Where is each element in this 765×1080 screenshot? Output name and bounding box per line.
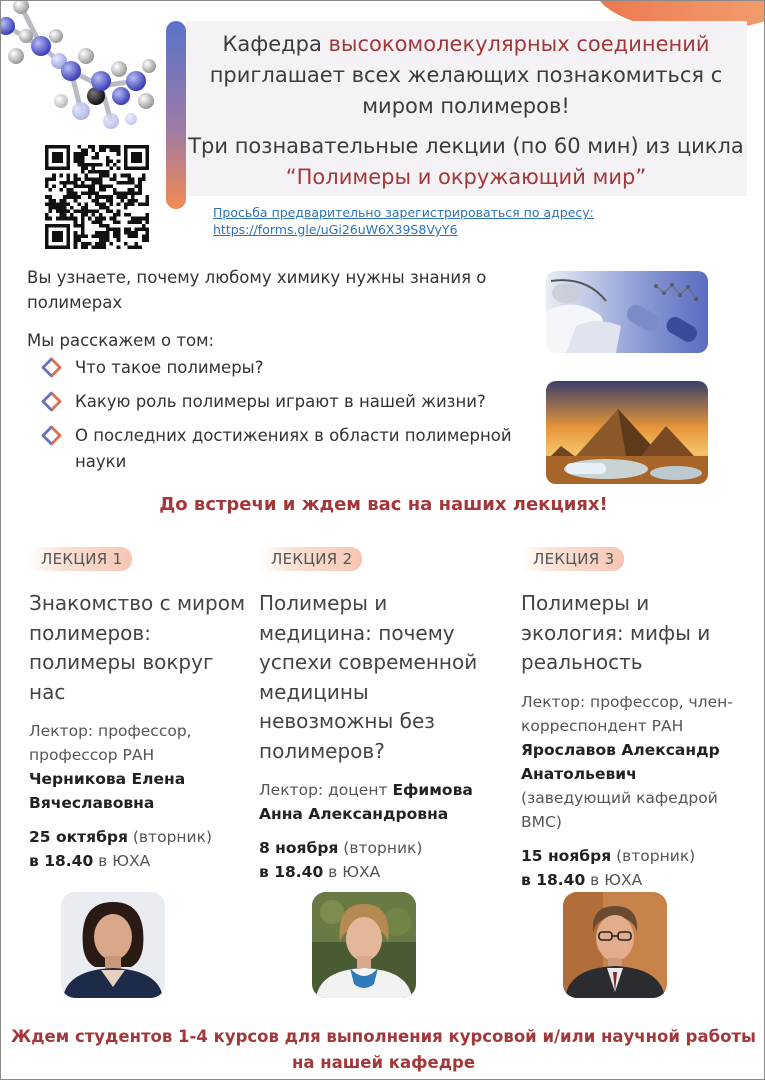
department-name: высокомолекулярных соединений (328, 32, 710, 56)
diamond-bullet-icon (41, 357, 62, 378)
header-subtitle: Три познавательные лекции (по 60 мин) из цикла “Полимеры и окружающий мир” (188, 134, 744, 189)
topics-list (39, 355, 529, 483)
header-title: Кафедра высокомолекулярных соединений приглашает всех желающих познакомиться с миром полимеров! (209, 32, 723, 118)
lecture-card-2 (259, 547, 484, 884)
footer-invitation: Ждем студентов 1-4 курсов для выполнения курсовой и/или научной работы на нашей кафедре (11, 1027, 756, 1072)
lecture-card-3 (521, 547, 749, 892)
see-you-heading: До встречи и ждем вас на наших лекциях! (159, 494, 608, 515)
list-item: Какую роль полимеры играют в нашей жизни? (39, 389, 529, 415)
lecture-title: Знакомство с миром полимеров: полимеры вокруг нас (29, 591, 246, 704)
lecturer-1-portrait (61, 892, 165, 998)
tell-heading: Мы расскажем о том: (27, 331, 215, 350)
lecturer-name: Черникова Елена Вячеславовна (29, 770, 186, 812)
lecture-datetime: 15 ноября (вторник) в 18.40 в ЮХА (521, 846, 696, 889)
lecture-title: Полимеры и медицина: почему успехи современной медицины невозможны без полимеров? (259, 591, 478, 763)
lecture-card-1 (29, 547, 254, 873)
lecture-tag: ЛЕКЦИЯ 3 (521, 547, 624, 571)
lecturer-name: Ефимова Анна Александровна (259, 781, 473, 823)
lecture-title: Полимеры и экология: мифы и реальность (521, 591, 711, 674)
diamond-bullet-icon (41, 391, 62, 412)
registration-url: https://forms.gle/uGi26uW6X39S8VyY6 (213, 222, 458, 237)
header-accent-bar (166, 21, 186, 209)
registration-link[interactable]: Просьба предварительно зарегистрироваться по адресу: https://forms.gle/uGi26uW6X39S8VyY6 (213, 205, 594, 237)
lecture-tag: ЛЕКЦИЯ 2 (259, 547, 362, 571)
lecturer-info: Лектор: доцент Ефимова Анна Александровна (259, 781, 473, 823)
series-name: “Полимеры и окружающий мир” (285, 165, 647, 189)
lecturer-name: Ярославов Александр Анатольевич (521, 740, 720, 783)
lecturer-3-portrait (563, 892, 667, 998)
medicine-photo (546, 271, 708, 353)
pyramids-plastic-photo (546, 381, 708, 484)
qr-code[interactable] (45, 145, 149, 249)
lecture-datetime: 8 ноября (вторник) в 18.40 в ЮХА (259, 839, 423, 881)
intro-text: Вы узнаете, почему любому химику нужны знания о полимерах (27, 268, 487, 312)
diamond-bullet-icon (41, 425, 62, 446)
polymer-molecule-image (1, 1, 161, 136)
list-item: О последних достижениях в области полимерной науки (39, 423, 529, 475)
list-item: Что такое полимеры? (39, 355, 529, 381)
lecture-datetime: 25 октября (вторник) в 18.40 в ЮХА (29, 828, 213, 870)
lecturer-info: Лектор: профессор, член-корреспондент РАН Ярославов Александр Анатольевич (заведующий кафедрой ВМС) (521, 692, 733, 831)
lecturer-2-portrait (312, 892, 416, 998)
lecture-tag: ЛЕКЦИЯ 1 (29, 547, 132, 571)
lecturer-info: Лектор: профессор, профессор РАН Черникова Елена Вячеславовна (29, 722, 192, 812)
